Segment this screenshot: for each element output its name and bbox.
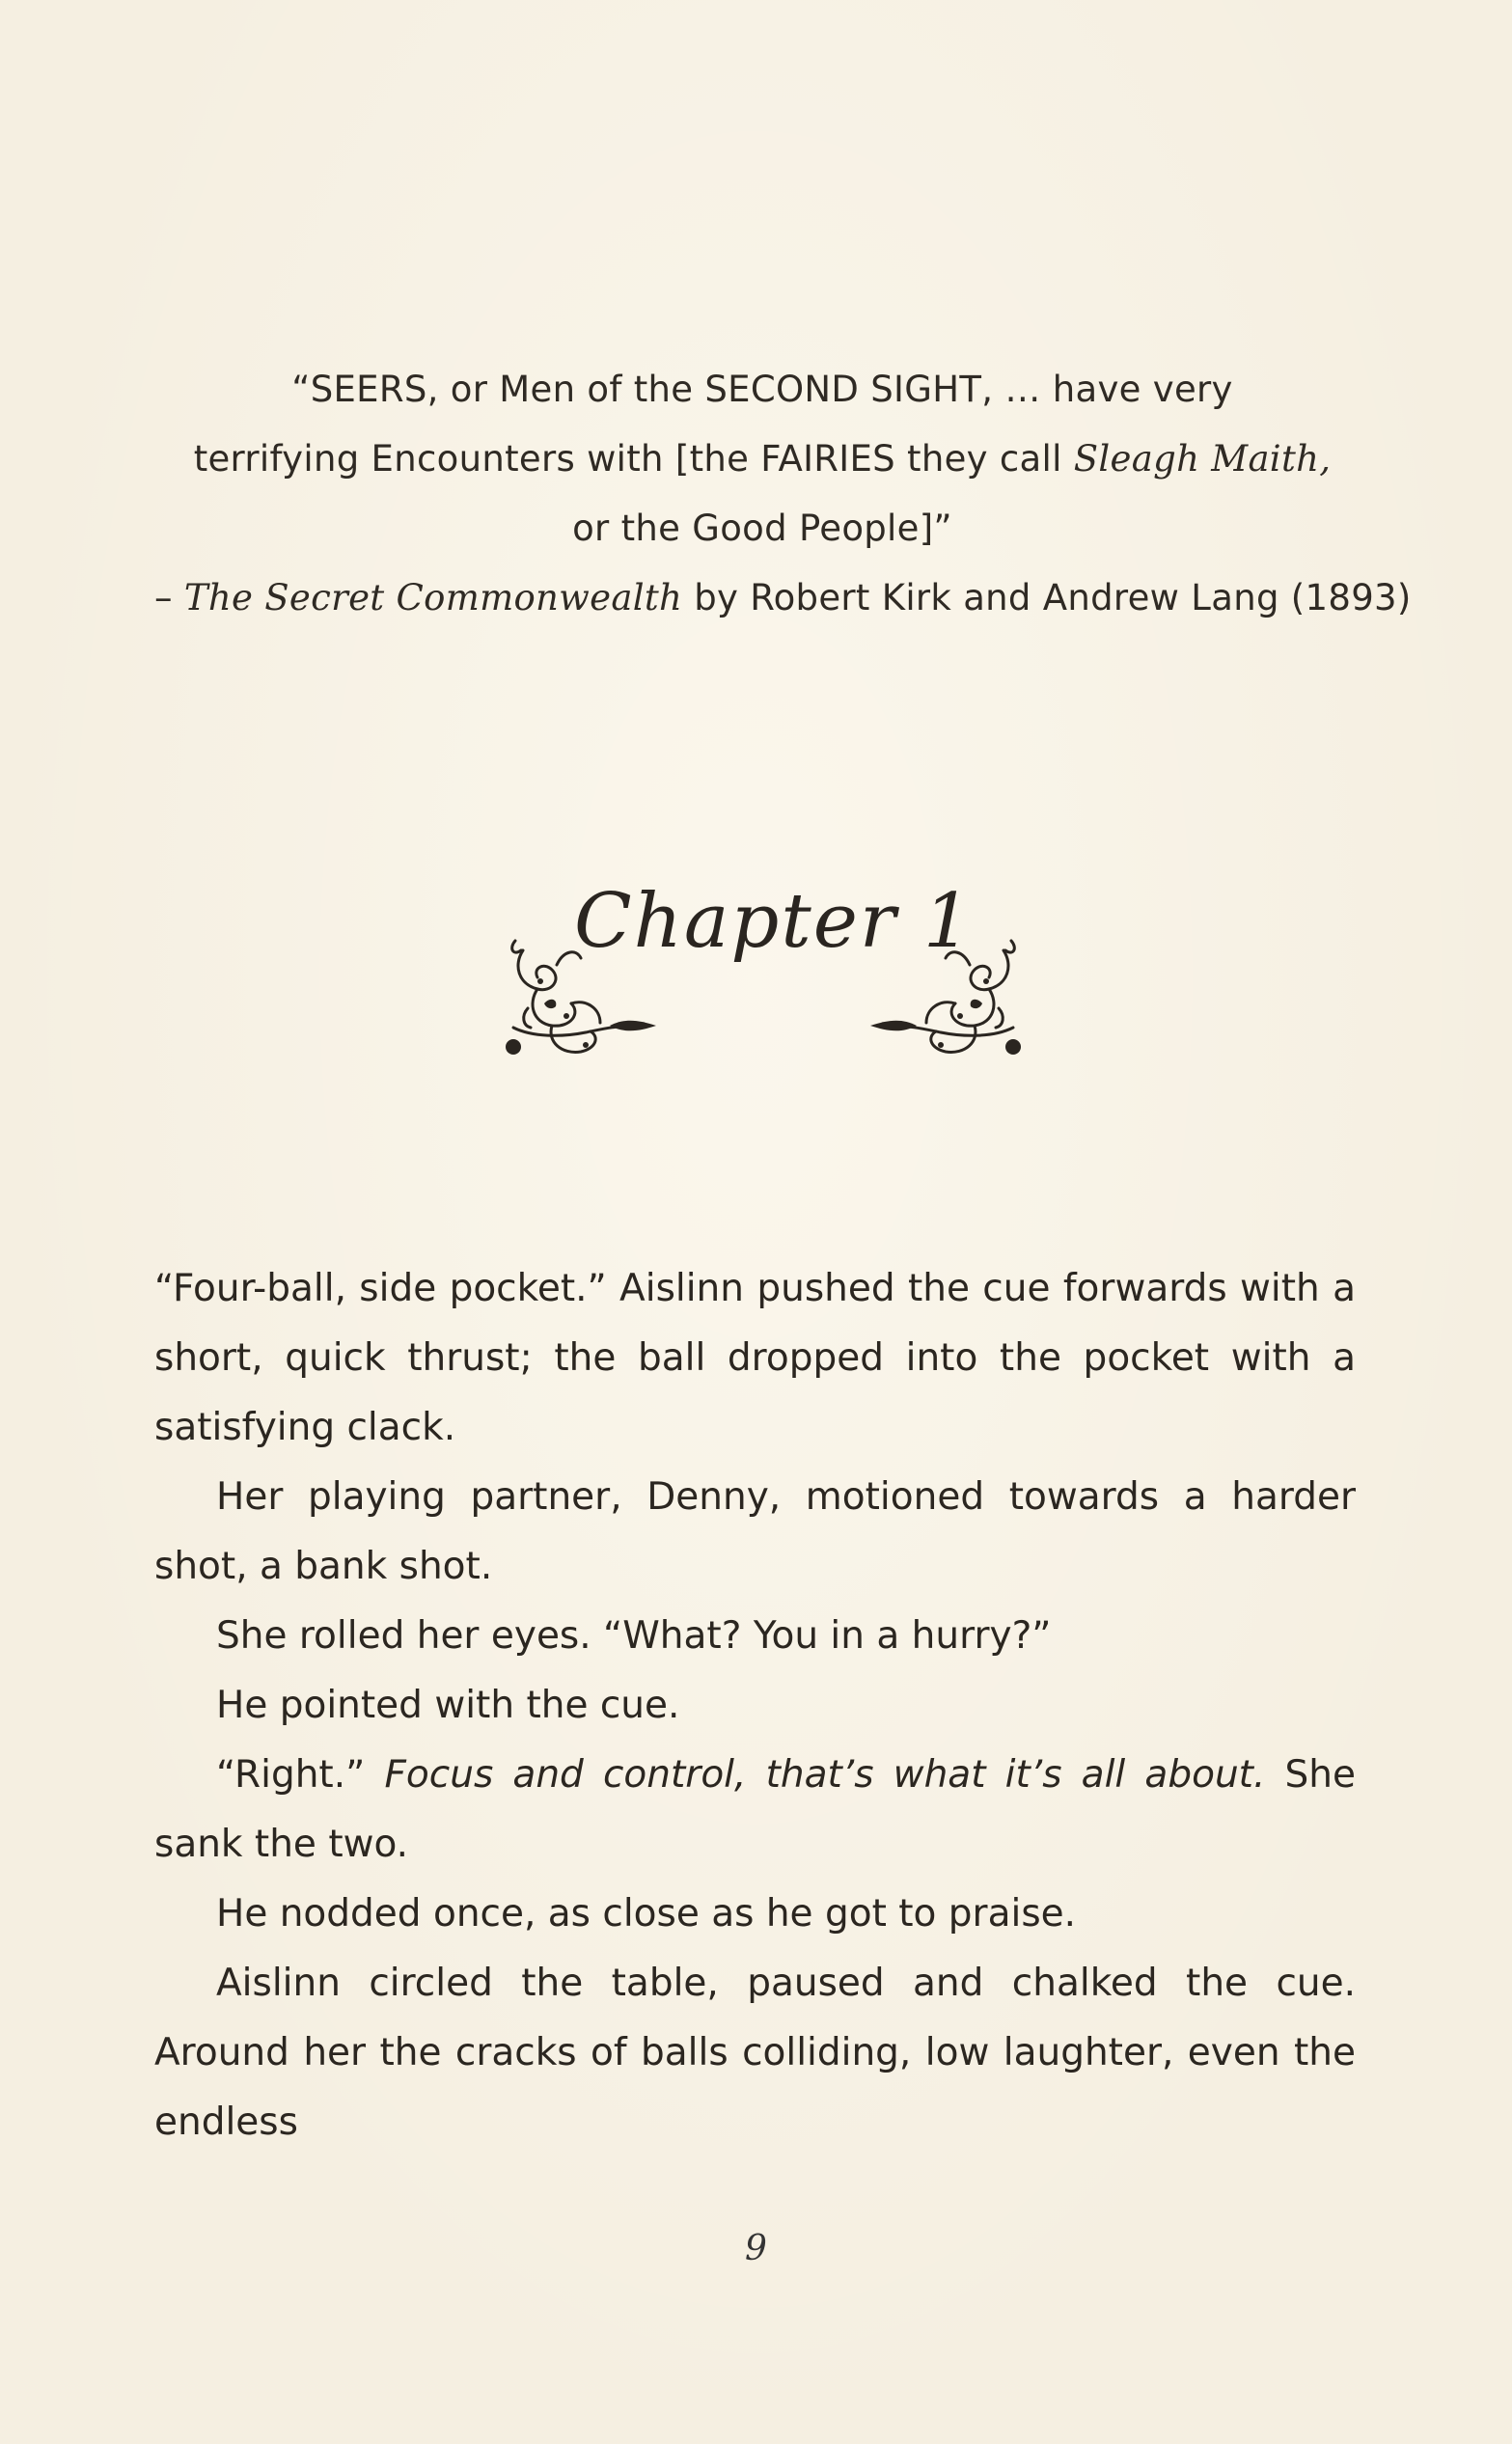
epigraph-italic-term: Sleagh Maith, [1073,438,1332,480]
paragraph-3: She rolled her eyes. “What? You in a hurry?” [216,1614,1052,1658]
epigraph-line-3: or the Good People]” [572,508,952,549]
epigraph-line-2 [154,425,1370,494]
paragraph-5-start: “Right.” [216,1753,385,1797]
paragraph-5-italic-thought: Focus and control, that’s what it’s all about. [384,1753,1266,1797]
paragraph-5-end: She sank the two. [154,1753,1357,1866]
chapter-heading [482,868,1042,1090]
chapter-title: Chapter 1 [574,878,974,965]
epigraph [154,355,1412,633]
paragraph-6: He nodded once, as close as he got to praise. [216,1892,1077,1936]
epigraph-attribution [154,563,1412,633]
paragraph-2: Her playing partner, Denny, motioned towards a harder shot, a bank shot. [154,1475,1356,1588]
paragraph-5 [154,1741,1356,1880]
paragraph-4: He pointed with the cue. [216,1684,680,1727]
attribution-authors: by Robert Kirk and Andrew Lang (1893) [682,577,1412,618]
right-flourish-ornament [868,912,1032,1076]
attribution-book-title: The Secret Commonwealth [183,577,683,618]
paragraph-7: Aislinn circled the table, paused and chalked the cue. Around her the cracks of balls colliding, low laughter, even the endless [154,1962,1356,2144]
page-number: 9 [745,2229,767,2268]
epigraph-line-1: “SEERS, or Men of the SECOND SIGHT, … have very [291,369,1233,410]
attribution-dash: – [154,577,184,618]
epigraph-line-2-text: terrifying Encounters with [the FAIRIES they call [193,438,1074,480]
chapter-body [154,1254,1356,2157]
paragraph-1: “Four-ball, side pocket.” Aislinn pushed the cue forwards with a short, quick thrust; the ball dropped into the pocket with a satisfying clack. [154,1267,1356,1449]
